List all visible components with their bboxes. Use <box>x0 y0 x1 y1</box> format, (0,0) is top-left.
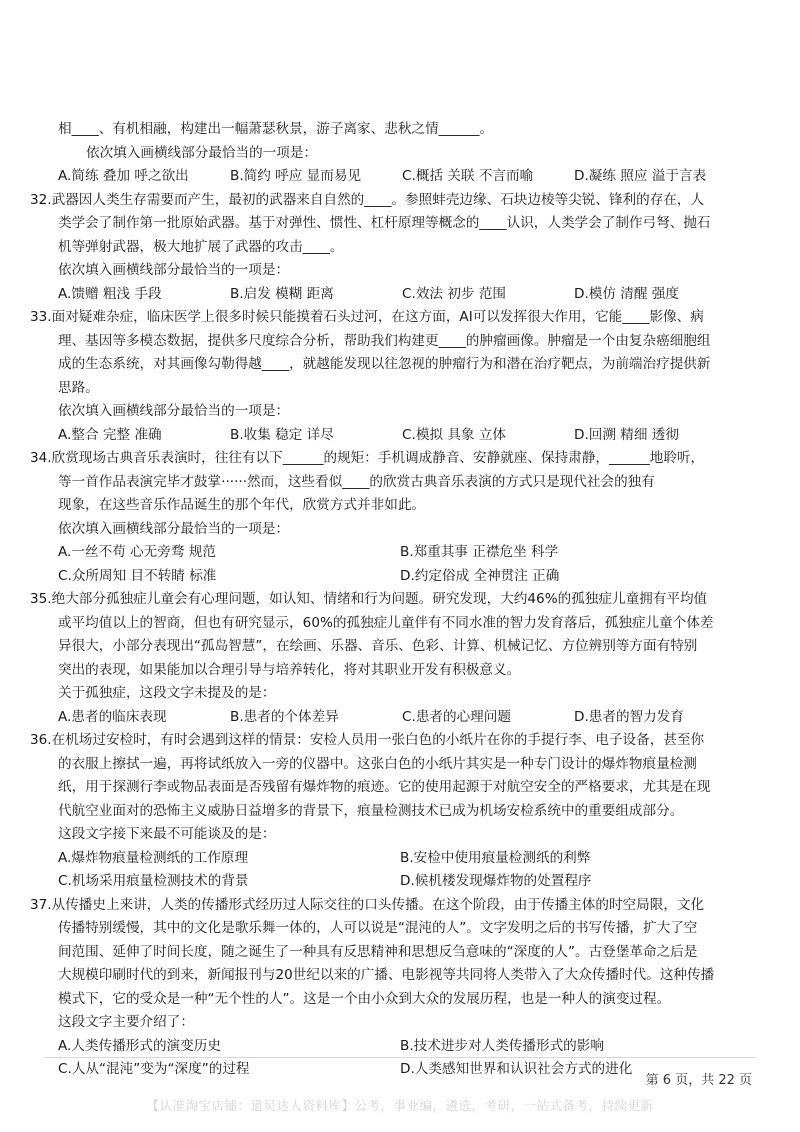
question-text-line: 现象，在这些音乐作品诞生的那个年代，欣赏方式并非如此。 <box>58 497 426 513</box>
question-prompt: 依次填入画横线部分最恰当的一项是： <box>58 403 290 419</box>
question-text-line: 机等弹射武器，极大地扩展了武器的攻击____。 <box>58 238 344 255</box>
option-a[interactable]: A.整合 完整 准确 <box>58 426 162 443</box>
question-text-line: 纸，用于探测行李或物品表面是否残留有爆炸物的痕迹。它的使用起源于对航空安全的严格要求，尤其是在现 <box>58 779 711 795</box>
question-text-line: 间范围、延伸了时间长度，随之诞生了一种具有反思精神和思想反刍意味的“深度的人”。古登堡革命之后是 <box>58 943 698 960</box>
question-text-line: 的衣服上擦拭一遍，再将试纸放入一旁的仪器中。这张白色的小纸片其实是一种专门设计的爆炸物痕量检测 <box>58 755 697 772</box>
question-34 <box>30 447 758 588</box>
question-prompt: 这段文字主要介绍了： <box>58 1014 194 1030</box>
option-d[interactable]: D.凝练 照应 溢于言表 <box>574 168 707 184</box>
option-a[interactable]: A.爆炸物痕量检测纸的工作原理 <box>58 849 249 866</box>
question-prompt: 关于孤独症，这段文字未提及的是： <box>58 685 276 701</box>
option-d[interactable]: D.回溯 精细 透彻 <box>574 426 679 443</box>
question-32 <box>30 189 758 307</box>
option-a[interactable]: A.简练 叠加 呼之欲出 <box>58 168 189 184</box>
question-text-line: 34.欣赏现场古典音乐表演时，往往有以下______的规矩：手机调成静音、安静就座、保持肃静，______地聆听， <box>30 450 705 466</box>
option-c[interactable]: C.效法 初步 范围 <box>402 285 507 302</box>
question-36 <box>30 729 758 894</box>
question-prompt: 依次填入画横线部分最恰当的一项是： <box>86 144 318 161</box>
question-text-line: 35.绝大部分孤独症儿童会有心理问题，如认知、情绪和行为问题。研究发现，大约46%的孤独症儿童拥有平均值 <box>30 591 708 607</box>
page-number: 第 6 页，共 22 页 <box>645 1073 752 1088</box>
question-text-line: 思路。 <box>58 379 99 396</box>
question-text-line: 大规模印刷时代的到来，新闻报刊与20世纪以来的广播、电影视等共同将人类带入了大众传播时代。这种传播 <box>58 967 715 983</box>
question-prompt: 依次填入画横线部分最恰当的一项是： <box>58 520 290 537</box>
option-a[interactable]: A.馈赠 粗浅 手段 <box>58 285 162 302</box>
question-text-line: 相____、有机相融，构建出一幅萧瑟秋景，游子离家、悲秋之情______。 <box>58 121 493 137</box>
question-text-line: 成的生态系统，对其画像勾勒得越____，就越能发现以往忽视的肿瘤行为和潜在治疗靶点，为前端治疗提供新 <box>58 356 711 372</box>
question-31-tail <box>58 118 758 189</box>
question-text-line: 36.在机场过安检时，有时会遇到这样的情景：安检人员用一张白色的小纸片在你的手提行李、电子设备，甚至你 <box>30 732 705 748</box>
option-d[interactable]: D.人类感知世界和认识社会方式的进化 <box>400 1061 633 1077</box>
option-d[interactable]: D.候机楼发现爆炸物的处置程序 <box>400 873 592 889</box>
question-text-line: 理、基因等多模态数据，提供多尺度综合分析，帮助我们构建更____的肿瘤画像。肿瘤是一个由复杂癌细胞组 <box>58 332 711 349</box>
option-b[interactable]: B.患者的个体差异 <box>230 708 339 725</box>
option-a[interactable]: A.一丝不苟 心无旁骛 规范 <box>58 544 216 560</box>
question-text-line: 传播特别缓慢，其中的文化是歌乐舞一体的，人可以说是“混沌的人”。文字发明之后的书写传播，扩大了空 <box>58 920 698 936</box>
question-content <box>30 118 758 1082</box>
question-33 <box>30 306 758 447</box>
option-d[interactable]: D.模仿 清醒 强度 <box>574 285 679 302</box>
option-b[interactable]: B.郑重其事 正襟危坐 科学 <box>400 544 559 560</box>
option-c[interactable]: C.患者的心理问题 <box>402 708 511 725</box>
option-b[interactable]: B.安检中使用痕量检测纸的利弊 <box>400 849 591 866</box>
option-c[interactable]: C.概括 关联 不言而喻 <box>402 168 534 184</box>
question-prompt: 依次填入画横线部分最恰当的一项是： <box>58 262 290 278</box>
question-text-line: 类学会了制作第一批原始武器。基于对弹性、惯性、杠杆原理等概念的____认识，人类学会了制作弓弩、抛石 <box>58 215 711 231</box>
option-a[interactable]: A.人类传播形式的演变历史 <box>58 1037 221 1054</box>
question-text-line: 33.面对疑难杂症，临床医学上很多时候只能摸着石头过河，在这方面，AI可以发挥很大作用，它能____影像、病 <box>30 309 704 325</box>
option-d[interactable]: D.患者的智力发育 <box>574 708 684 725</box>
question-text-line: 37.从传播史上来讲，人类的传播形式经历过人际交往的口头传播。在这个阶段，由于传播主体的时空局限，文化 <box>30 896 705 913</box>
question-text-line: 或平均值以上的智商，但也有研究显示，60%的孤独症儿童伴有不同水准的智力发育落后，孤独症儿童个体差 <box>58 614 714 631</box>
option-c[interactable]: C.模拟 具象 立体 <box>402 426 507 443</box>
option-a[interactable]: A.患者的临床表现 <box>58 708 167 725</box>
question-35 <box>30 588 758 729</box>
question-37 <box>30 894 758 1082</box>
option-d[interactable]: D.约定俗成 全神贯注 正确 <box>400 567 560 584</box>
option-c[interactable]: C.众所周知 目不转睛 标准 <box>58 567 217 584</box>
question-prompt: 这段文字接下来最不可能谈及的是： <box>58 826 276 842</box>
option-b[interactable]: B.简约 呼应 显而易见 <box>230 168 362 184</box>
question-text-line: 异很大，小部分表现出“孤岛智慧”，在绘画、乐器、音乐、色彩、计算、机械记忆、方位辨别等方面有特别 <box>58 638 698 654</box>
option-b[interactable]: B.收集 稳定 详尽 <box>230 426 334 443</box>
option-b[interactable]: B.启发 模糊 距离 <box>230 285 334 302</box>
question-text-line: 等一首作品表演完毕才鼓掌······然而，这些看似____的欣赏古典音乐表演的方式只是现代社会的独有 <box>58 473 655 490</box>
question-text-line: 代航空业面对的恐怖主义威胁日益增多的背景下，痕量检测技术已成为机场安检系统中的重要组成部分。 <box>58 802 684 819</box>
option-c[interactable]: C.机场采用痕量检测技术的背景 <box>58 873 249 889</box>
question-text-line: 32.武器因人类生存需要而产生，最初的武器来自自然的____。参照蚌壳边缘、石块边棱等尖锐、锋利的存在，人 <box>30 191 705 208</box>
question-text-line: 突出的表现，如果能加以合理引导与培养转化，将对其职业开发有积极意义。 <box>58 661 521 678</box>
footer-divider <box>44 1057 756 1058</box>
watermark-text: 【认准淘宝店铺：道吴达人资料库】公考，事业编，遴选，考研，一站式备考，持续更新 <box>146 1098 654 1113</box>
question-text-line: 模式下，它的受众是一种“无个性的人”。这是一个由小众到大众的发展历程，也是一种人的演变过程。 <box>58 990 671 1007</box>
option-c[interactable]: C.人从“混沌”变为“深度”的过程 <box>58 1061 250 1077</box>
option-b[interactable]: B.技术进步对人类传播形式的影响 <box>400 1037 604 1054</box>
